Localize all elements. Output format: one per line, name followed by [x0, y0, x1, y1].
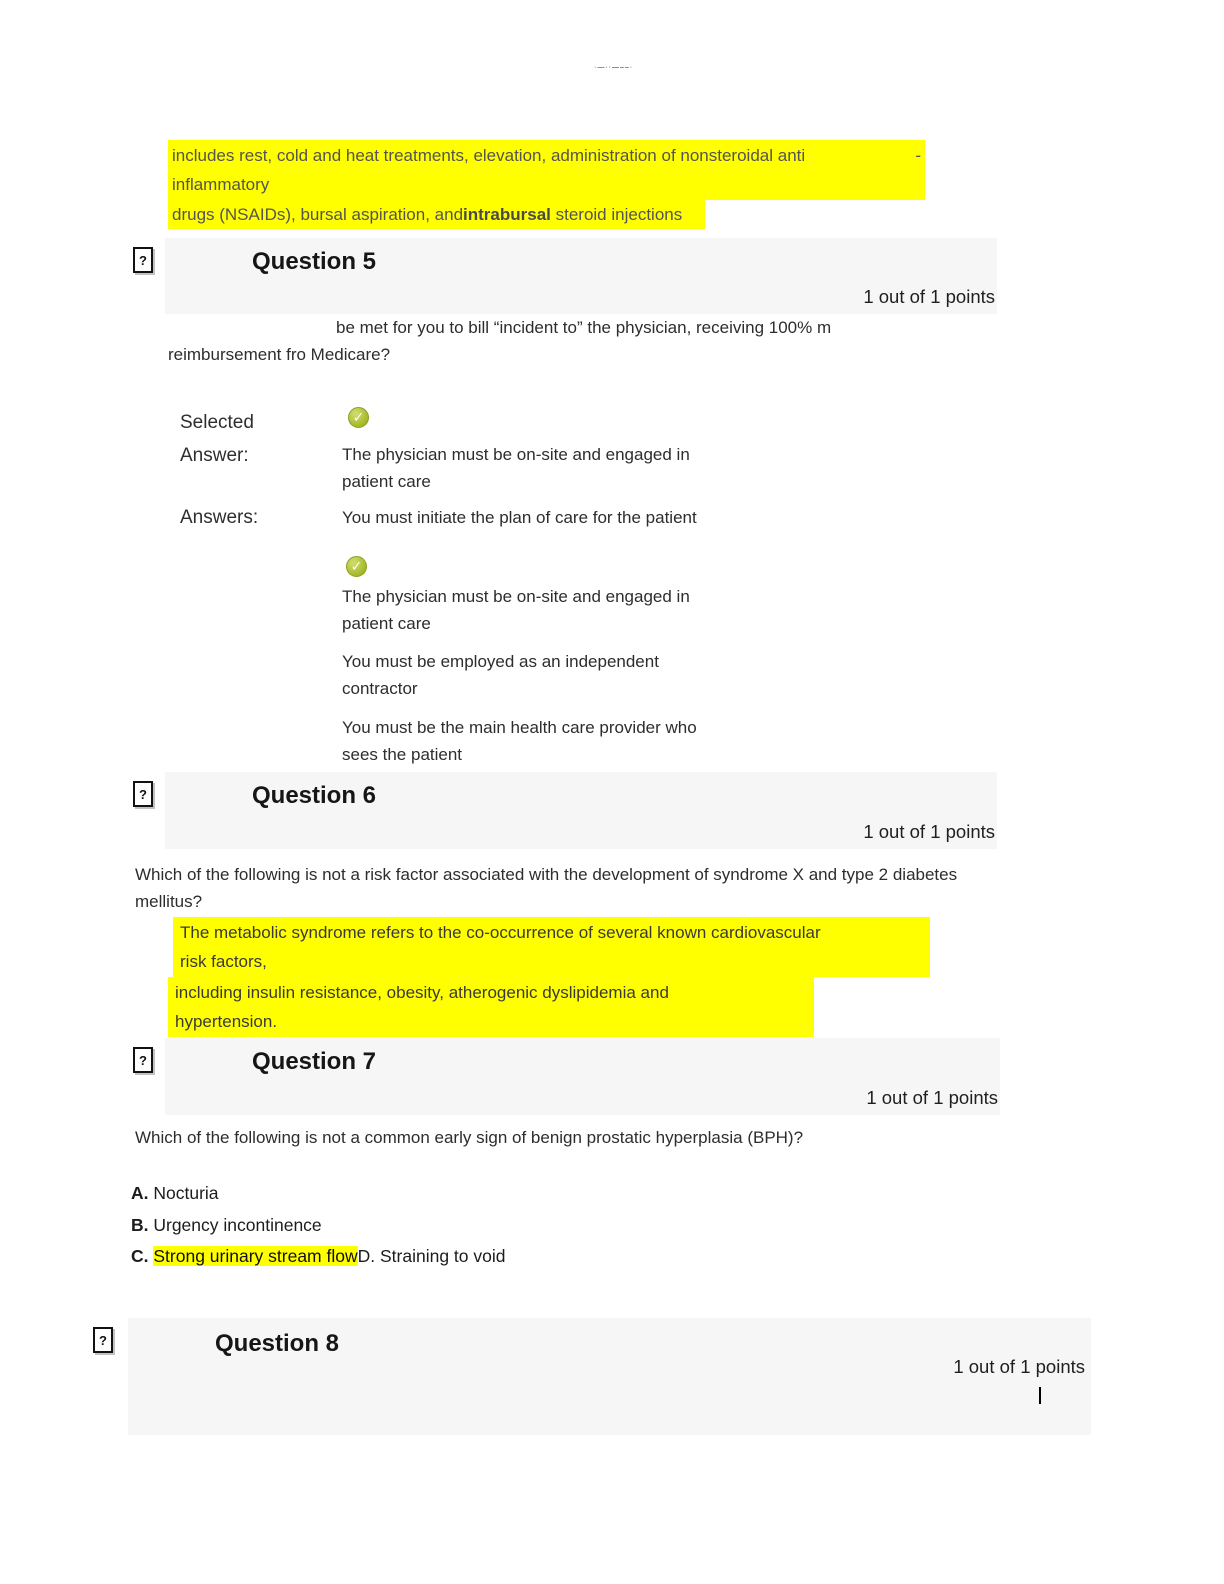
question-6-feedback-highlight-a: The metabolic syndrome refers to the co-occurrence of several known cardiovascular risk factors, — [173, 917, 930, 977]
intro-hyphen: - — [915, 146, 921, 165]
question-7-points: 1 out of 1 points — [866, 1087, 998, 1108]
question-5-title: Question 5 — [252, 248, 377, 275]
broken-image-icon: ? — [133, 781, 153, 807]
text-cursor — [1039, 1387, 1041, 1404]
answers-label: Answers: — [180, 507, 259, 528]
correct-check-icon: ✓ — [346, 556, 367, 577]
intro-highlight-block — [168, 140, 925, 200]
question-5-header — [165, 238, 997, 314]
correct-check-icon: ✓ — [348, 407, 369, 428]
answer-option-3: You must be employed as an independent contractor — [342, 652, 659, 698]
question-6-feedback-highlight-b: including insulin resistance, obesity, atherogenic dyslipidemia and hypertension. — [168, 977, 814, 1037]
question-6-points: 1 out of 1 points — [863, 821, 995, 842]
question-5-points: 1 out of 1 points — [863, 286, 995, 307]
question-7-title: Question 7 — [252, 1048, 377, 1075]
selected-answer-text: The physician must be on-site and engaged in patient care — [342, 445, 690, 491]
answer-option-1: You must initiate the plan of care for the patient — [342, 508, 697, 527]
answer-label: Answer: — [180, 445, 249, 466]
question-5-body-line2: reimbursement fro Medicare? — [168, 345, 391, 364]
question-8-title: Question 8 — [215, 1330, 340, 1357]
option-b: B. Urgency incontinence — [131, 1215, 322, 1235]
intro-highlight-line3: drugs (NSAIDs), bursal aspiration, andintrabursal steroid injections — [168, 200, 705, 229]
question-8-header — [128, 1318, 1091, 1435]
option-c-highlight: Strong urinary stream flow — [153, 1246, 358, 1266]
intro-highlight-line1: includes rest, cold and heat treatments, elevation, administration of nonsteroidal anti - — [172, 141, 925, 170]
tiny-header-text: ·—··—––· — [594, 64, 634, 71]
broken-image-icon: ? — [133, 1047, 153, 1073]
intro-highlight-line2: inflammatory — [172, 175, 270, 194]
option-a: A. Nocturia — [131, 1183, 219, 1203]
answer-option-2: The physician must be on-site and engaged in patient care — [342, 587, 690, 633]
question-6-header — [165, 772, 997, 849]
question-7-body: Which of the following is not a common early sign of benign prostatic hyperplasia (BPH)? — [135, 1128, 804, 1147]
question-6-body-line2: mellitus? — [135, 892, 203, 911]
intro-bold-term: intrabursal — [463, 205, 551, 224]
question-5-body-line1: be met for you to bill “incident to” the physician, receiving 100% m — [336, 318, 832, 337]
question-8-points: 1 out of 1 points — [953, 1356, 1085, 1377]
option-c-and-d: C. Strong urinary stream flowD. Straining to void — [131, 1246, 506, 1266]
broken-image-icon: ? — [133, 247, 153, 273]
broken-image-icon: ? — [93, 1327, 113, 1353]
answer-option-4: You must be the main health care provider who sees the patient — [342, 718, 697, 764]
question-6-body-line1: Which of the following is not a risk factor associated with the development of syndrome X and type 2 diabetes — [135, 865, 958, 884]
question-7-header — [165, 1038, 1000, 1115]
selected-label: Selected — [180, 412, 254, 433]
question-6-title: Question 6 — [252, 782, 377, 809]
